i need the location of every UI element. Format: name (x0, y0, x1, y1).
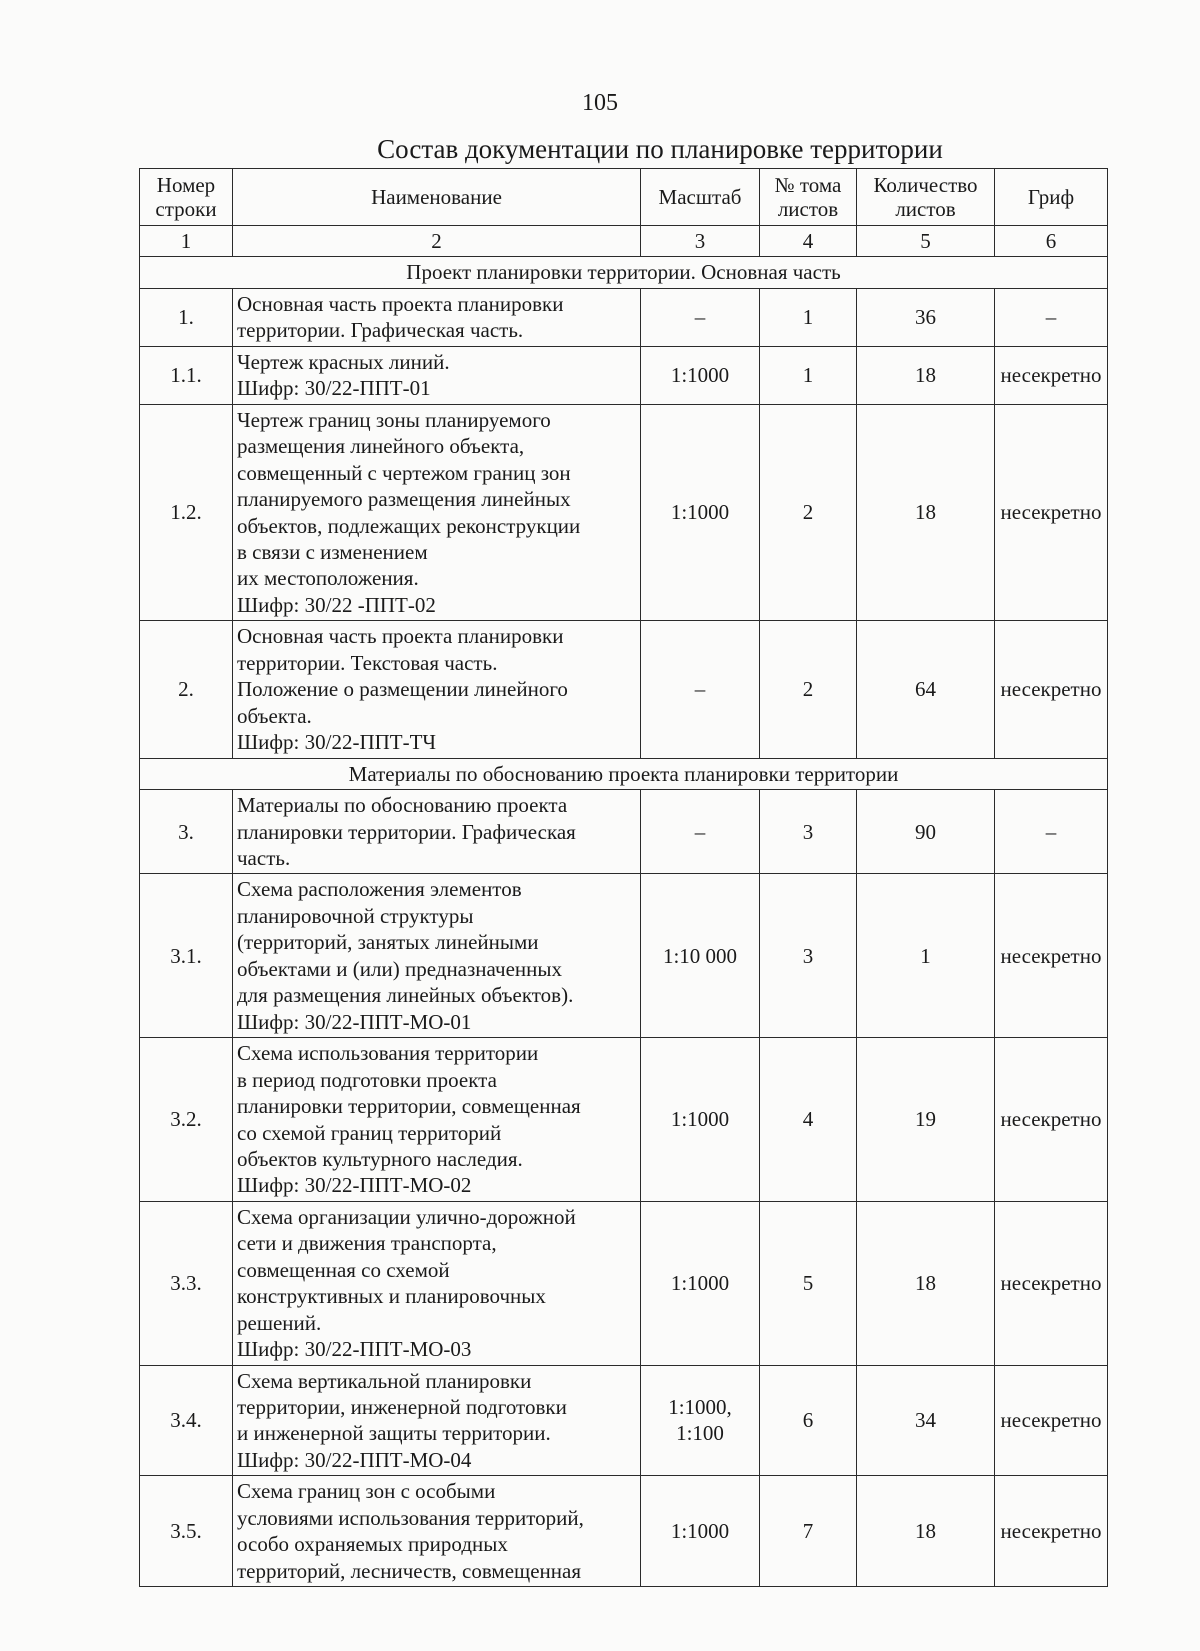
row-scale-cell: – (641, 288, 760, 346)
section-heading-row (140, 257, 1108, 288)
row-sheet-count-cell: 18 (857, 1201, 995, 1365)
row-scale-cell: 1:1000 (641, 1476, 760, 1587)
row-classification-cell: несекретно (995, 1038, 1108, 1202)
row-number-cell: 3.3. (140, 1201, 233, 1365)
row-volume-cell: 3 (760, 790, 857, 874)
column-header-scale: Масштаб (641, 169, 760, 226)
row-classification-cell: несекретно (995, 346, 1108, 404)
row-number-cell: 3.2. (140, 1038, 233, 1202)
section-heading: Материалы по обоснованию проекта планировки территории (140, 758, 1108, 789)
row-classification-cell: несекретно (995, 874, 1108, 1038)
row-volume-cell: 1 (760, 346, 857, 404)
row-name-cell: Чертеж красных линий. Шифр: 30/22-ППТ-01 (233, 346, 641, 404)
row-number-cell: 3.4. (140, 1365, 233, 1476)
page-number: 105 (582, 90, 618, 116)
row-number-cell: 3. (140, 790, 233, 874)
table-row (140, 1038, 1108, 1202)
table-row (140, 790, 1108, 874)
row-classification-cell: – (995, 288, 1108, 346)
row-scale-cell: – (641, 621, 760, 758)
row-sheet-count-cell: 19 (857, 1038, 995, 1202)
row-volume-cell: 6 (760, 1365, 857, 1476)
row-volume-cell: 2 (760, 404, 857, 621)
column-index: 5 (857, 226, 995, 257)
row-scale-cell: 1:1000 (641, 1201, 760, 1365)
row-number-cell: 2. (140, 621, 233, 758)
row-volume-cell: 1 (760, 288, 857, 346)
documentation-table (139, 168, 1108, 1587)
row-classification-cell: – (995, 790, 1108, 874)
row-sheet-count-cell: 1 (857, 874, 995, 1038)
document-title: Состав документации по планировке территории (377, 134, 943, 164)
row-number-cell: 3.1. (140, 874, 233, 1038)
row-name-cell: Схема организации улично-дорожной сети и движения транспорта, совмещенная со схемой конструктивных и планировочных решений. Шифр: 30/22-ППТ-МО-03 (233, 1201, 641, 1365)
table-row (140, 1476, 1108, 1587)
column-index: 4 (760, 226, 857, 257)
row-classification-cell: несекретно (995, 1201, 1108, 1365)
row-sheet-count-cell: 90 (857, 790, 995, 874)
column-header-classification: Гриф (995, 169, 1108, 226)
row-classification-cell: несекретно (995, 1476, 1108, 1587)
column-header-row-number: Номер строки (140, 169, 233, 226)
column-index: 6 (995, 226, 1108, 257)
column-header-sheet-count: Количество листов (857, 169, 995, 226)
table-row (140, 621, 1108, 758)
row-volume-cell: 2 (760, 621, 857, 758)
table-row (140, 1201, 1108, 1365)
row-name-cell: Основная часть проекта планировки территории. Графическая часть. (233, 288, 641, 346)
row-classification-cell: несекретно (995, 404, 1108, 621)
table-row (140, 1365, 1108, 1476)
row-number-cell: 1.1. (140, 346, 233, 404)
table-row (140, 874, 1108, 1038)
column-header-name: Наименование (233, 169, 641, 226)
column-index: 2 (233, 226, 641, 257)
row-name-cell: Основная часть проекта планировки территории. Текстовая часть. Положение о размещении линейного объекта. Шифр: 30/22-ППТ-ТЧ (233, 621, 641, 758)
table-row (140, 288, 1108, 346)
table-body (140, 257, 1108, 1587)
row-classification-cell: несекретно (995, 1365, 1108, 1476)
row-volume-cell: 5 (760, 1201, 857, 1365)
row-scale-cell: 1:1000 (641, 346, 760, 404)
row-sheet-count-cell: 18 (857, 1476, 995, 1587)
table-row (140, 404, 1108, 621)
row-volume-cell: 7 (760, 1476, 857, 1587)
row-sheet-count-cell: 34 (857, 1365, 995, 1476)
row-name-cell: Схема границ зон с особыми условиями использования территорий, особо охраняемых природных территорий, лесничеств, совмещенная (233, 1476, 641, 1587)
column-header-volume: № тома листов (760, 169, 857, 226)
row-number-cell: 1. (140, 288, 233, 346)
row-scale-cell: 1:10 000 (641, 874, 760, 1038)
table-header-row (140, 169, 1108, 226)
row-scale-cell: 1:1000 (641, 1038, 760, 1202)
section-heading: Проект планировки территории. Основная часть (140, 257, 1108, 288)
row-number-cell: 1.2. (140, 404, 233, 621)
row-scale-cell: 1:1000, 1:100 (641, 1365, 760, 1476)
row-name-cell: Материалы по обоснованию проекта планировки территории. Графическая часть. (233, 790, 641, 874)
row-classification-cell: несекретно (995, 621, 1108, 758)
row-sheet-count-cell: 18 (857, 346, 995, 404)
section-heading-row (140, 758, 1108, 789)
row-volume-cell: 3 (760, 874, 857, 1038)
table-row (140, 346, 1108, 404)
column-index: 1 (140, 226, 233, 257)
row-name-cell: Схема вертикальной планировки территории, инженерной подготовки и инженерной защиты территории. Шифр: 30/22-ППТ-МО-04 (233, 1365, 641, 1476)
row-volume-cell: 4 (760, 1038, 857, 1202)
row-sheet-count-cell: 36 (857, 288, 995, 346)
column-index-row (140, 226, 1108, 257)
row-scale-cell: – (641, 790, 760, 874)
row-sheet-count-cell: 18 (857, 404, 995, 621)
row-name-cell: Схема расположения элементов планировочной структуры (территорий, занятых линейными объектами и (или) предназначенных для размещения линейных объектов). Шифр: 30/22-ППТ-МО-01 (233, 874, 641, 1038)
row-name-cell: Схема использования территории в период подготовки проекта планировки территории, совмещенная со схемой границ территорий объектов культурного наследия. Шифр: 30/22-ППТ-МО-02 (233, 1038, 641, 1202)
column-index: 3 (641, 226, 760, 257)
row-number-cell: 3.5. (140, 1476, 233, 1587)
row-name-cell: Чертеж границ зоны планируемого размещения линейного объекта, совмещенный с чертежом границ зон планируемого размещения линейных объектов, подлежащих реконструкции в связи с изменением их местоположения. Шифр: 30/22 -ППТ-02 (233, 404, 641, 621)
row-sheet-count-cell: 64 (857, 621, 995, 758)
row-scale-cell: 1:1000 (641, 404, 760, 621)
